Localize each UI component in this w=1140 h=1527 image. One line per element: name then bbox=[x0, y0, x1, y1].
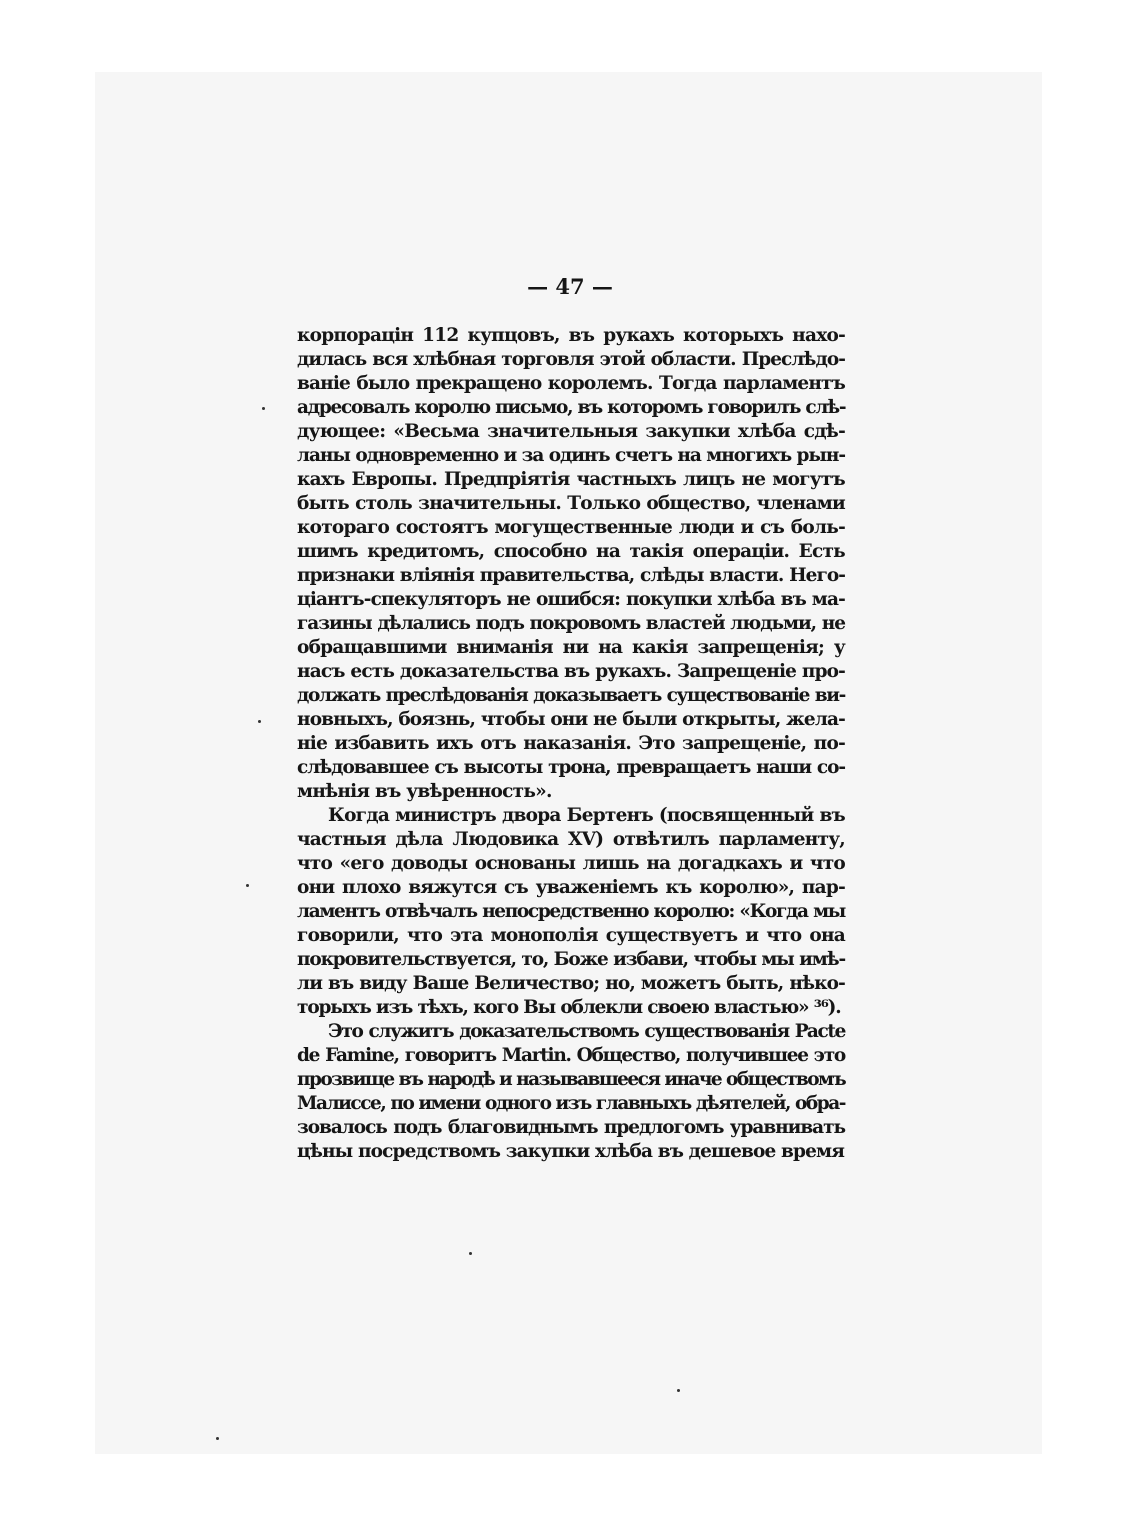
text-line: Это служитъ доказательствомъ существованія Pacte bbox=[328, 1021, 845, 1042]
text-line: торыхъ изъ тѣхъ, кого Вы облекли своею властью» ³⁶). bbox=[297, 997, 841, 1018]
text-line: частныя дѣла Людовика XV) отвѣтилъ парламенту, bbox=[297, 829, 845, 850]
text-line: дилась вся хлѣбная торговля этой области. Преслѣдо- bbox=[297, 349, 845, 370]
text-line: прозвище въ народѣ и называвшееся иначе обществомъ bbox=[297, 1069, 846, 1090]
text-line: de Famine, говоритъ Martin. Общество, получившее это bbox=[297, 1045, 845, 1066]
ink-speck bbox=[246, 884, 249, 887]
ink-speck bbox=[469, 1252, 472, 1255]
text-line: ли въ виду Ваше Величество; но, можетъ быть, нѣко- bbox=[297, 973, 845, 994]
text-line: ваніе было прекращено королемъ. Тогда парламентъ bbox=[297, 373, 845, 394]
text-line: корпорацін 112 купцовъ, въ рукахъ которыхъ нахо- bbox=[297, 325, 845, 346]
text-line: они плохо вяжутся съ уваженіемъ къ королю», пар- bbox=[297, 877, 845, 898]
paragraph bbox=[297, 1020, 845, 1164]
text-line: слѣдовавшее съ высоты трона, превращаетъ наши со- bbox=[297, 757, 845, 778]
text-line: ніе избавить ихъ отъ наказанія. Это запрещеніе, по- bbox=[297, 733, 845, 754]
text-line: ланы одновременно и за одинъ счетъ на многихъ рын- bbox=[297, 445, 845, 466]
text-line: газины дѣлались подъ покровомъ властей людьми, не bbox=[297, 613, 845, 634]
text-line: должать преслѣдованія доказываетъ существованіе ви- bbox=[297, 685, 845, 706]
text-line: покровительствуется, то, Боже избави, чтобы мы имѣ- bbox=[297, 949, 845, 970]
text-line: Когда министръ двора Бертенъ (посвященный въ bbox=[328, 805, 845, 826]
paragraph bbox=[297, 324, 845, 804]
text-line: кахъ Европы. Предпріятія частныхъ лицъ не могутъ bbox=[297, 469, 845, 490]
text-line: обращавшими вниманія ни на какія запрещенія; у bbox=[297, 637, 845, 658]
body-text bbox=[297, 324, 845, 1164]
text-line: признаки вліянія правительства, слѣды власти. Него- bbox=[297, 565, 845, 586]
text-line: быть столь значительны. Только общество, членами bbox=[297, 493, 845, 514]
text-line: насъ есть доказательства въ рукахъ. Запрещеніе про- bbox=[297, 661, 845, 682]
page-number: — 47 — bbox=[527, 274, 613, 299]
ink-speck bbox=[258, 720, 261, 723]
text-line: ламентъ отвѣчалъ непосредственно королю: «Когда мы bbox=[297, 901, 845, 922]
paragraph bbox=[297, 804, 845, 1020]
text-line: цѣны посредствомъ закупки хлѣба въ дешевое время bbox=[297, 1141, 845, 1162]
text-line: что «его доводы основаны лишь на догадкахъ и что bbox=[297, 853, 845, 874]
text-line: шимъ кредитомъ, способно на такія операціи. Есть bbox=[297, 541, 845, 562]
text-line: зовалось подъ благовиднымъ предлогомъ уравнивать bbox=[297, 1117, 845, 1138]
ink-speck bbox=[216, 1437, 219, 1440]
text-line: дующее: «Весьма значительныя закупки хлѣба сдѣ- bbox=[297, 421, 845, 442]
ink-speck bbox=[262, 407, 265, 410]
text-line: новныхъ, боязнь, чтобы они не были открыты, жела- bbox=[297, 709, 845, 730]
text-line: мнѣнія въ увѣренность». bbox=[297, 781, 552, 802]
ink-speck bbox=[677, 1389, 680, 1392]
text-line: котораго состоятъ могущественные люди и съ боль- bbox=[297, 517, 845, 538]
text-line: говорили, что эта монополія существуетъ и что она bbox=[297, 925, 845, 946]
text-line: ціантъ-спекуляторъ не ошибся: покупки хлѣба въ ма- bbox=[297, 589, 845, 610]
text-line: адресовалъ королю письмо, въ которомъ говорилъ слѣ- bbox=[297, 397, 846, 418]
text-line: Малиссе, по имени одного изъ главныхъ дѣятелей, обра- bbox=[297, 1093, 845, 1114]
